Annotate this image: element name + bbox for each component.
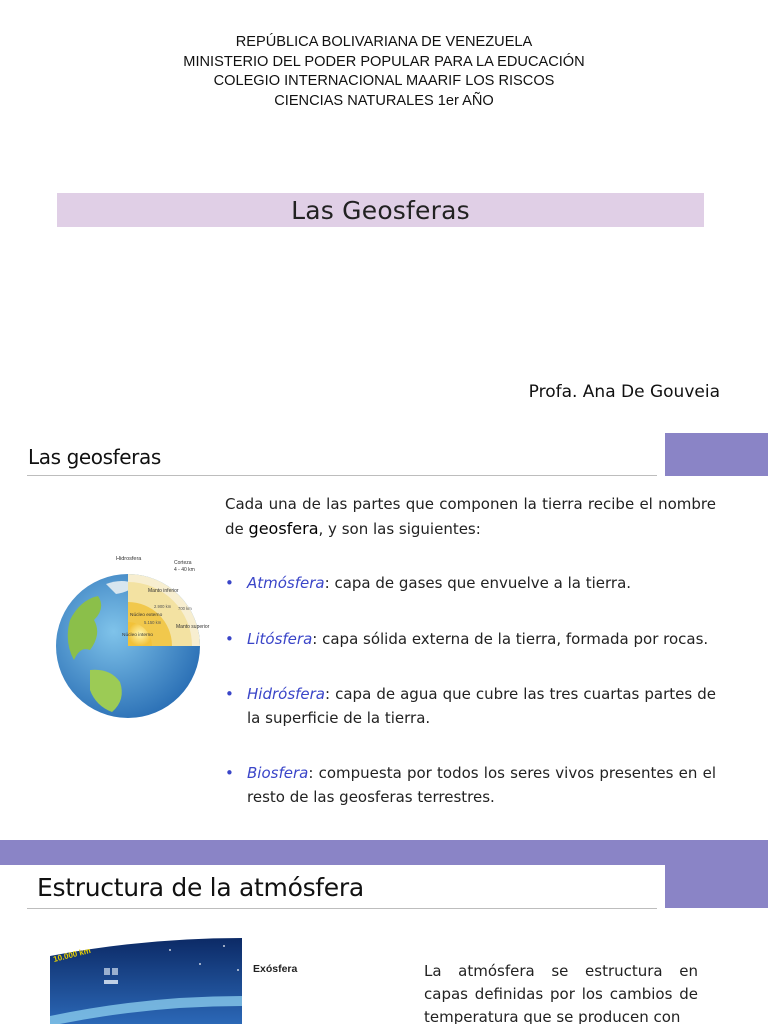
list-item [225, 572, 716, 596]
star-icon [199, 963, 201, 965]
intro-text-end: , y son las siguientes: [318, 519, 481, 538]
definition: : capa de agua que cubre las tres cuartas partes de la superficie de la tierra. [247, 685, 716, 727]
heading-divider [27, 908, 657, 909]
accent-block [665, 433, 768, 476]
earth-layers-diagram [50, 550, 210, 730]
institution-header [0, 33, 768, 111]
label-km: 700 km [178, 606, 192, 611]
list-item [225, 683, 716, 730]
list-item [225, 762, 716, 809]
definition: : compuesta por todos los seres vivos presentes en el resto de las geosferas terrestres. [247, 764, 716, 806]
bullet-dot: • [225, 685, 234, 703]
satellite-icon [104, 968, 110, 975]
bullet-dot: • [225, 764, 234, 782]
label-manto-inferior: Manto inferior [148, 588, 179, 594]
header-line: MINISTERIO DEL PODER POPULAR PARA LA EDUCACIÓN [183, 53, 585, 70]
intro-text: Cada una de las partes que componen la tierra recibe el nombre de [225, 495, 716, 538]
accent-band [0, 840, 768, 865]
label-corteza-km: 4 - 40 km [174, 567, 195, 573]
layer-label-exosfera: Exósfera [253, 963, 298, 975]
label-corteza: Corteza [174, 560, 192, 566]
title-bar [57, 193, 704, 227]
star-icon [223, 945, 225, 947]
intro-paragraph [225, 493, 716, 541]
keyword-geosfera: geosfera [248, 518, 319, 538]
atmosfera-slide [0, 840, 768, 1024]
title-slide [0, 0, 768, 432]
heading-divider [27, 475, 657, 476]
header-line: CIENCIAS NATURALES 1er AÑO [274, 92, 494, 109]
label-manto-superior: Manto superior [176, 624, 210, 630]
star-icon [169, 949, 171, 951]
term-biosfera: Biosfera [247, 764, 309, 782]
slide-heading: Las geosferas [28, 445, 161, 469]
bullet-dot: • [225, 629, 234, 648]
term-hidrosfera: Hidrósfera [247, 685, 325, 703]
satellite-icon [104, 980, 118, 984]
header-line: COLEGIO INTERNACIONAL MAARIF LOS RISCOS [213, 73, 555, 90]
bullet-dot: • [225, 574, 234, 592]
definition: : capa sólida externa de la tierra, formada por rocas. [312, 629, 709, 648]
label-nucleo-interno: Núcleo interno [122, 633, 153, 638]
term-litosfera: Litósfera [247, 629, 313, 648]
geosferas-slide [0, 432, 768, 840]
atmosphere-layers-image [50, 934, 300, 1024]
label-hidrosfera: Hidrosfera [116, 556, 142, 562]
slide-heading: Estructura de la atmósfera [37, 873, 364, 902]
list-item [225, 628, 716, 652]
geosfera-list [225, 572, 716, 809]
atmosfera-paragraph: La atmósfera se estructura en capas definidas por los cambios de temperatura que se producen con [424, 962, 698, 1024]
label-km: 2.900 km [154, 604, 172, 609]
author-name: Profa. Ana De Gouveia [528, 382, 720, 402]
term-atmosfera: Atmósfera [247, 574, 325, 592]
star-icon [237, 969, 239, 971]
accent-block [665, 865, 768, 908]
altitude-label: 10.000 km [52, 945, 92, 964]
label-km: 5.150 km [144, 620, 162, 625]
definition: : capa de gases que envuelve a la tierra. [324, 574, 632, 592]
slide-title: Las Geosferas [291, 195, 470, 225]
header-line: REPÚBLICA BOLIVARIANA DE VENEZUELA [235, 34, 533, 50]
satellite-icon [112, 968, 118, 975]
label-nucleo-externo: Núcleo externo [130, 613, 163, 618]
